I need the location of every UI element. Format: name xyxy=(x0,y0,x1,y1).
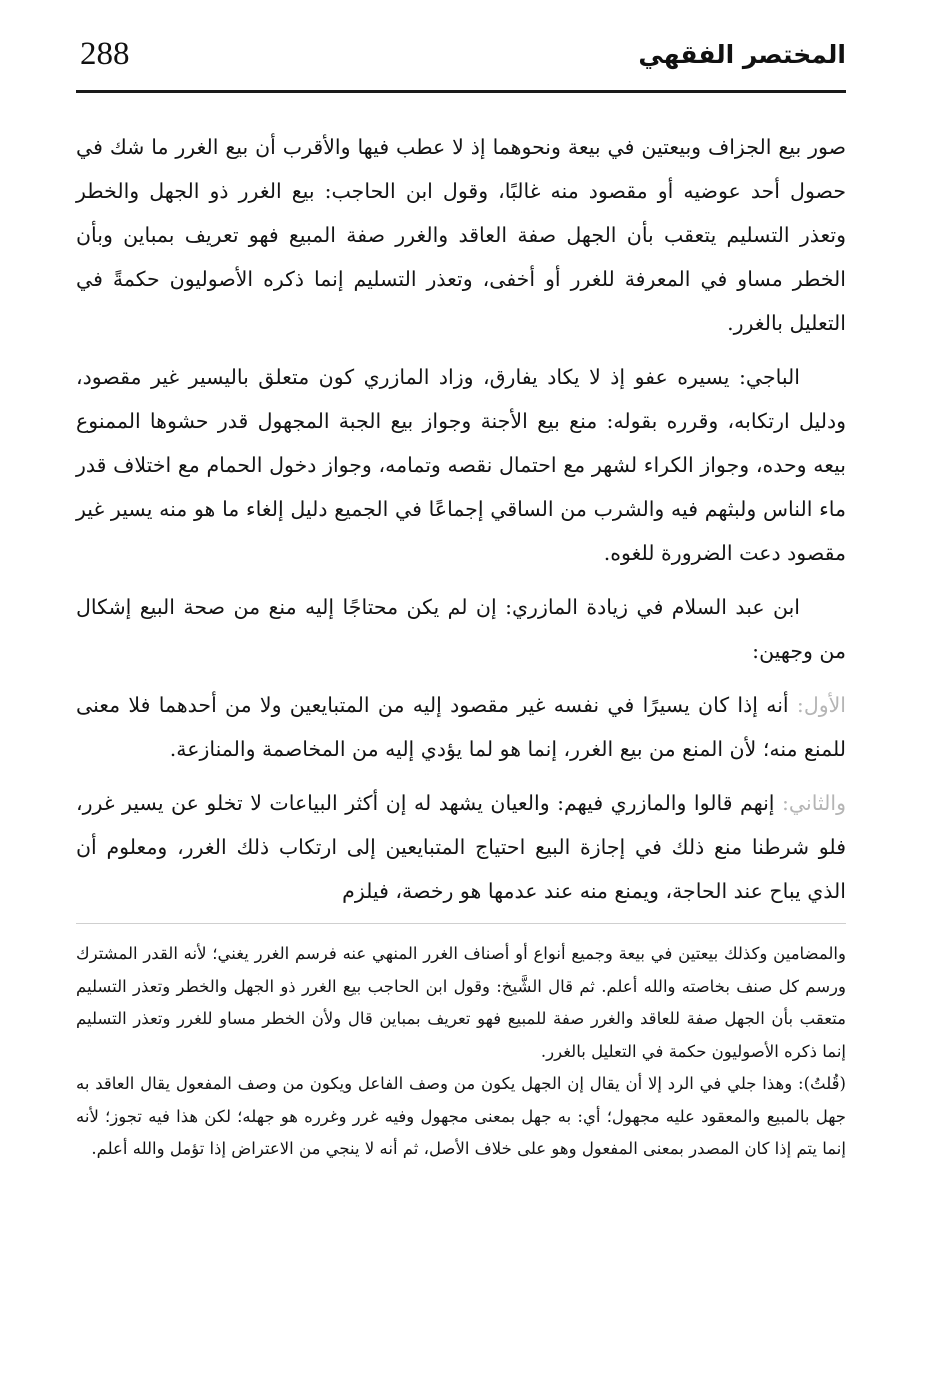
book-page xyxy=(76,28,846,1166)
page-header xyxy=(76,28,846,93)
paragraph xyxy=(76,683,846,771)
paragraph: ابن عبد السلام في زيادة المازري: إن لم يكن محتاجًا إليه منع من صحة البيع إشكال من وجهين: xyxy=(76,595,846,663)
main-text xyxy=(76,125,846,913)
paragraph xyxy=(76,781,846,913)
paragraph-text: إنهم قالوا والمازري فيهم: والعيان يشهد له إن أكثر البياعات لا تخلو عن يسير غرر، فلو شرطنا منع ذلك في إجازة البيع احتياج المتبايعين إلى ارتكاب ذلك الغرر، ومعلوم أن الذي يباح عند الحاجة، ويمنع منه عند عدمها هو رخصة، فيلزم xyxy=(76,791,846,903)
paragraph-text: أنه إذا كان يسيرًا في نفسه غير مقصود إليه من المتبايعين ولا من أحدهما فلا معنى للمنع منه؛ لأن المنع من بيع الغرر، إنما هو لما يؤدي إليه من المخاصمة والمنازعة. xyxy=(76,693,846,761)
footnotes xyxy=(76,938,846,1166)
footnote: (قُلتُ): وهذا جلي في الرد إلا أن يقال إن الجهل يكون من وصف الفاعل ويكون من وصف المفعول يقال العاقد به جهل بالمبيع والمعقود عليه مجهول؛ أي: به جهل بمعنى مجهول وفيه غرر وغرره هو جهله؛ لكن هذا فيه تجوز؛ لأنه إنما يتم إذا كان المصدر بمعنى المفعول وهو على خلاف الأصل، ثم أنه لا ينجي من الاعتراض إذا تؤمل والله أعلم. xyxy=(76,1074,846,1158)
page-number: 288 xyxy=(80,36,130,72)
paragraph: صور بيع الجزاف وبيعتين في بيعة ونحوهما إذ لا عطب فيها والأقرب أن بيع الغرر ما شك في حصول أحد عوضيه أو مقصود منه غالبًا، وقول ابن الحاجب: بيع الغرر ذو الجهل والخطر وتعذر التسليم يتعقب بأن الجهل صفة العاقد والغرر صفة المبيع فهو تعريف بمباين وبأن الخطر مساو في المعرفة للغرر أو أخفى، وتعذر التسليم إنما ذكره الأصوليون حكمةً في التعليل بالغرر. xyxy=(76,135,846,335)
book-title: المختصر الفقهي xyxy=(638,40,846,69)
paragraph: الباجي: يسيره عفو إذ لا يكاد يفارق، وزاد المازري كون متعلق باليسير غير مقصود، ودليل ارتكابه، وقرره بقوله: منع بيع الأجنة وجواز بيع الجبة المجهول قدر حشوها الممنوع بيعه وحده، وجواز الكراء لشهر مع احتمال نقصه وتمامه، وجواز دخول الحمام مع اختلاف قدر ماء الناس ولبثهم فيه والشرب من الساقي إجماعًا في الجميع دليل إلغاء ما هو منه يسير غير مقصود دعت الضرورة للغوه. xyxy=(76,365,846,565)
paragraph-lead: والثاني: xyxy=(782,791,846,815)
footnote: والمضامين وكذلك بيعتين في بيعة وجميع أنواع أو أصناف الغرر المنهي عنه فرسم الغرر يغني؛ لأنه القدر المشترك ورسم كل صنف بخاصته والله أعلم. ثم قال الشَّيخ: وقول ابن الحاجب بيع الغرر ذو الجهل والخطر وتعذر التسليم متعقب بأن الجهل صفة للعاقد والغرر صفة للمبيع فهو تعريف بمباين قال ولأن الخطر مساو للغرر وتعذر التسليم إنما ذكره الأصوليون حكمة في التعليل بالغرر. xyxy=(76,944,846,1061)
footnote-divider xyxy=(76,923,846,924)
paragraph-lead: الأول: xyxy=(796,693,846,717)
